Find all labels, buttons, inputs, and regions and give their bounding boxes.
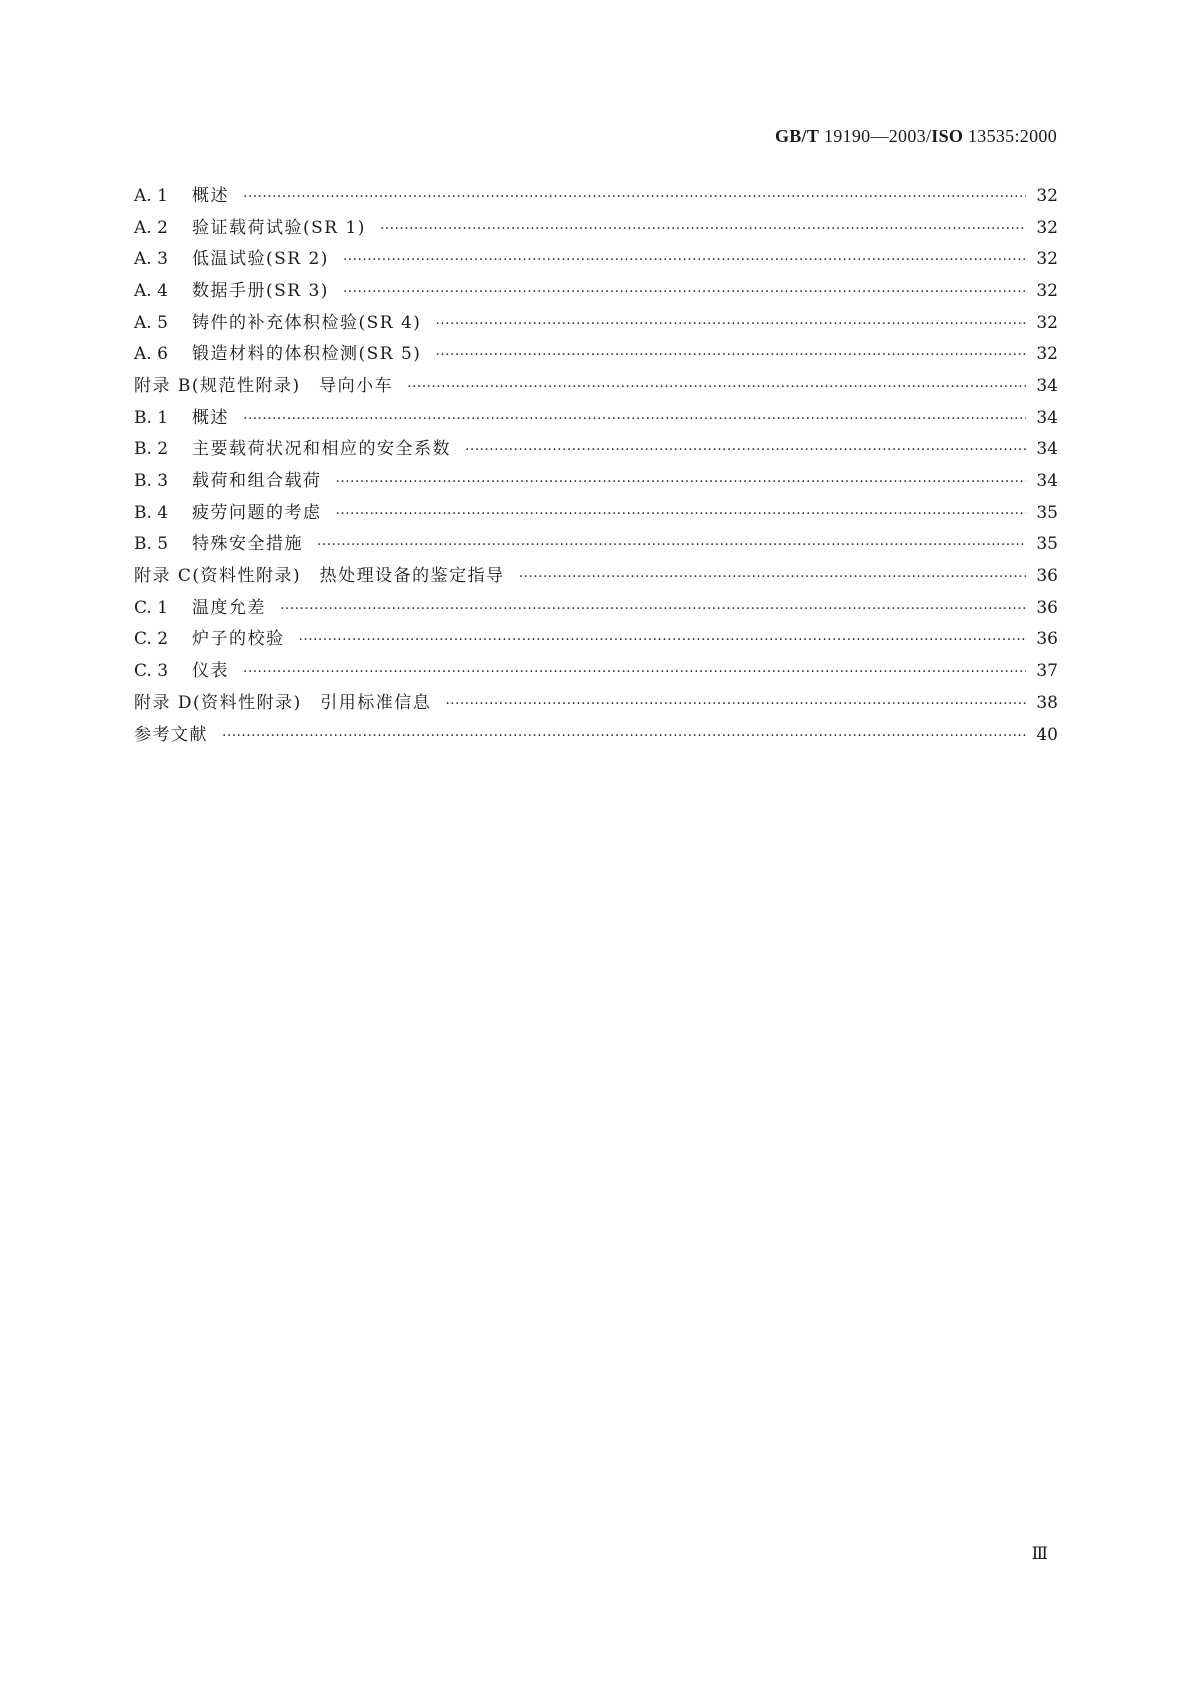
toc-entry-a3[interactable] bbox=[134, 243, 1058, 275]
toc-entry-c2[interactable] bbox=[134, 624, 1058, 656]
toc-entry-page: 40 bbox=[1036, 724, 1058, 745]
toc-entry-b4[interactable] bbox=[134, 497, 1058, 529]
toc-leader-dots bbox=[380, 218, 1026, 238]
toc-entry-number: C. 3 bbox=[134, 661, 169, 682]
toc-leader-dots bbox=[343, 249, 1026, 269]
toc-entry-a6[interactable] bbox=[134, 338, 1058, 370]
toc-entry-page: 32 bbox=[1036, 280, 1058, 301]
standard-header bbox=[775, 126, 1057, 147]
toc-entry-number: A. 1 bbox=[134, 185, 168, 206]
toc-entry-page: 36 bbox=[1036, 566, 1058, 587]
toc-leader-dots bbox=[435, 313, 1026, 333]
toc-leader-dots bbox=[336, 471, 1027, 491]
toc-entry-appendix-c[interactable] bbox=[134, 560, 1058, 592]
toc-leader-dots bbox=[435, 344, 1026, 364]
toc-entry-title: 铸件的补充体积检验(SR 4) bbox=[192, 312, 422, 333]
toc-entry-title: 仪表 bbox=[192, 661, 229, 682]
toc-entry-number: A. 6 bbox=[134, 344, 168, 365]
toc-entry-page: 32 bbox=[1036, 217, 1058, 238]
toc-entry-references[interactable] bbox=[134, 719, 1058, 751]
toc-entry-page: 32 bbox=[1036, 185, 1058, 206]
toc-leader-dots bbox=[243, 661, 1026, 681]
toc-leader-dots bbox=[407, 376, 1026, 396]
toc-entry-b1[interactable] bbox=[134, 402, 1058, 434]
toc-entry-number: C. 2 bbox=[134, 629, 169, 650]
toc-entry-page: 34 bbox=[1036, 407, 1058, 428]
toc-entry-title: 特殊安全措施 bbox=[192, 534, 303, 555]
toc-entry-number: C. 1 bbox=[134, 597, 169, 618]
toc-entry-number: B. 2 bbox=[134, 439, 169, 460]
toc-entry-number: A. 2 bbox=[134, 217, 168, 238]
toc-entry-title: 参考文献 bbox=[134, 724, 208, 745]
toc-entry-b5[interactable] bbox=[134, 529, 1058, 561]
toc-entry-title: 锻造材料的体积检测(SR 5) bbox=[192, 344, 422, 365]
toc-leader-dots bbox=[445, 693, 1026, 713]
toc-entry-title: 附录 B(规范性附录) 导向小车 bbox=[134, 375, 394, 396]
toc-entry-title: 概述 bbox=[192, 185, 229, 206]
toc-entry-page: 34 bbox=[1036, 471, 1058, 492]
toc-entry-page: 36 bbox=[1036, 597, 1058, 618]
toc-entry-a2[interactable] bbox=[134, 212, 1058, 244]
toc-entry-page: 37 bbox=[1036, 661, 1058, 682]
std-prefix: GB/T bbox=[774, 126, 820, 146]
toc-entry-appendix-d[interactable] bbox=[134, 687, 1058, 719]
toc-entry-title: 疲劳问题的考虑 bbox=[192, 502, 322, 523]
toc-entry-title: 低温试验(SR 2) bbox=[192, 249, 329, 270]
toc-leader-dots bbox=[222, 725, 1026, 745]
toc-leader-dots bbox=[243, 186, 1026, 206]
toc-leader-dots bbox=[465, 439, 1026, 459]
toc-entry-number: A. 5 bbox=[134, 312, 168, 333]
toc-entry-page: 35 bbox=[1036, 534, 1058, 555]
std-number: 19190—2003/ bbox=[819, 126, 932, 146]
toc-entry-title: 数据手册(SR 3) bbox=[192, 280, 329, 301]
toc-entry-appendix-b[interactable] bbox=[134, 370, 1058, 402]
toc-entry-title: 温度允差 bbox=[192, 597, 266, 618]
table-of-contents bbox=[134, 180, 1058, 750]
footer-page-number: Ⅲ bbox=[1031, 1544, 1048, 1563]
toc-leader-dots bbox=[336, 503, 1027, 523]
toc-entry-title: 主要载荷状况和相应的安全系数 bbox=[192, 439, 451, 460]
toc-entry-c3[interactable] bbox=[134, 655, 1058, 687]
toc-entry-number: A. 3 bbox=[134, 249, 168, 270]
toc-entry-number: B. 5 bbox=[134, 534, 169, 555]
iso-number: 13535:2000 bbox=[963, 126, 1057, 146]
toc-entry-page: 34 bbox=[1036, 439, 1058, 460]
toc-entry-page: 32 bbox=[1036, 344, 1058, 365]
toc-entry-title: 附录 D(资料性附录) 引用标准信息 bbox=[134, 692, 432, 713]
toc-entry-page: 35 bbox=[1036, 502, 1058, 523]
toc-entry-number: A. 4 bbox=[134, 280, 168, 301]
toc-entry-title: 概述 bbox=[192, 407, 229, 428]
toc-entry-a5[interactable] bbox=[134, 307, 1058, 339]
toc-entry-b2[interactable] bbox=[134, 434, 1058, 466]
toc-entry-number: B. 4 bbox=[134, 502, 169, 523]
toc-entry-title: 附录 C(资料性附录) 热处理设备的鉴定指导 bbox=[134, 566, 505, 587]
toc-entry-number: B. 1 bbox=[134, 407, 169, 428]
toc-leader-dots bbox=[519, 566, 1026, 586]
toc-entry-page: 34 bbox=[1036, 375, 1058, 396]
toc-entry-number: B. 3 bbox=[134, 471, 169, 492]
toc-entry-b3[interactable] bbox=[134, 465, 1058, 497]
toc-leader-dots bbox=[299, 629, 1027, 649]
toc-leader-dots bbox=[317, 534, 1026, 554]
toc-entry-title: 验证载荷试验(SR 1) bbox=[192, 217, 366, 238]
toc-entry-title: 炉子的校验 bbox=[192, 629, 285, 650]
toc-entry-c1[interactable] bbox=[134, 592, 1058, 624]
toc-entry-a1[interactable] bbox=[134, 180, 1058, 212]
toc-leader-dots bbox=[243, 408, 1026, 428]
toc-entry-page: 38 bbox=[1036, 692, 1058, 713]
toc-entry-page: 36 bbox=[1036, 629, 1058, 650]
toc-entry-title: 载荷和组合载荷 bbox=[192, 471, 322, 492]
toc-entry-page: 32 bbox=[1036, 249, 1058, 270]
toc-leader-dots bbox=[280, 598, 1026, 618]
toc-entry-page: 32 bbox=[1036, 312, 1058, 333]
toc-leader-dots bbox=[343, 281, 1026, 301]
iso-prefix: ISO bbox=[931, 126, 964, 146]
toc-entry-a4[interactable] bbox=[134, 275, 1058, 307]
